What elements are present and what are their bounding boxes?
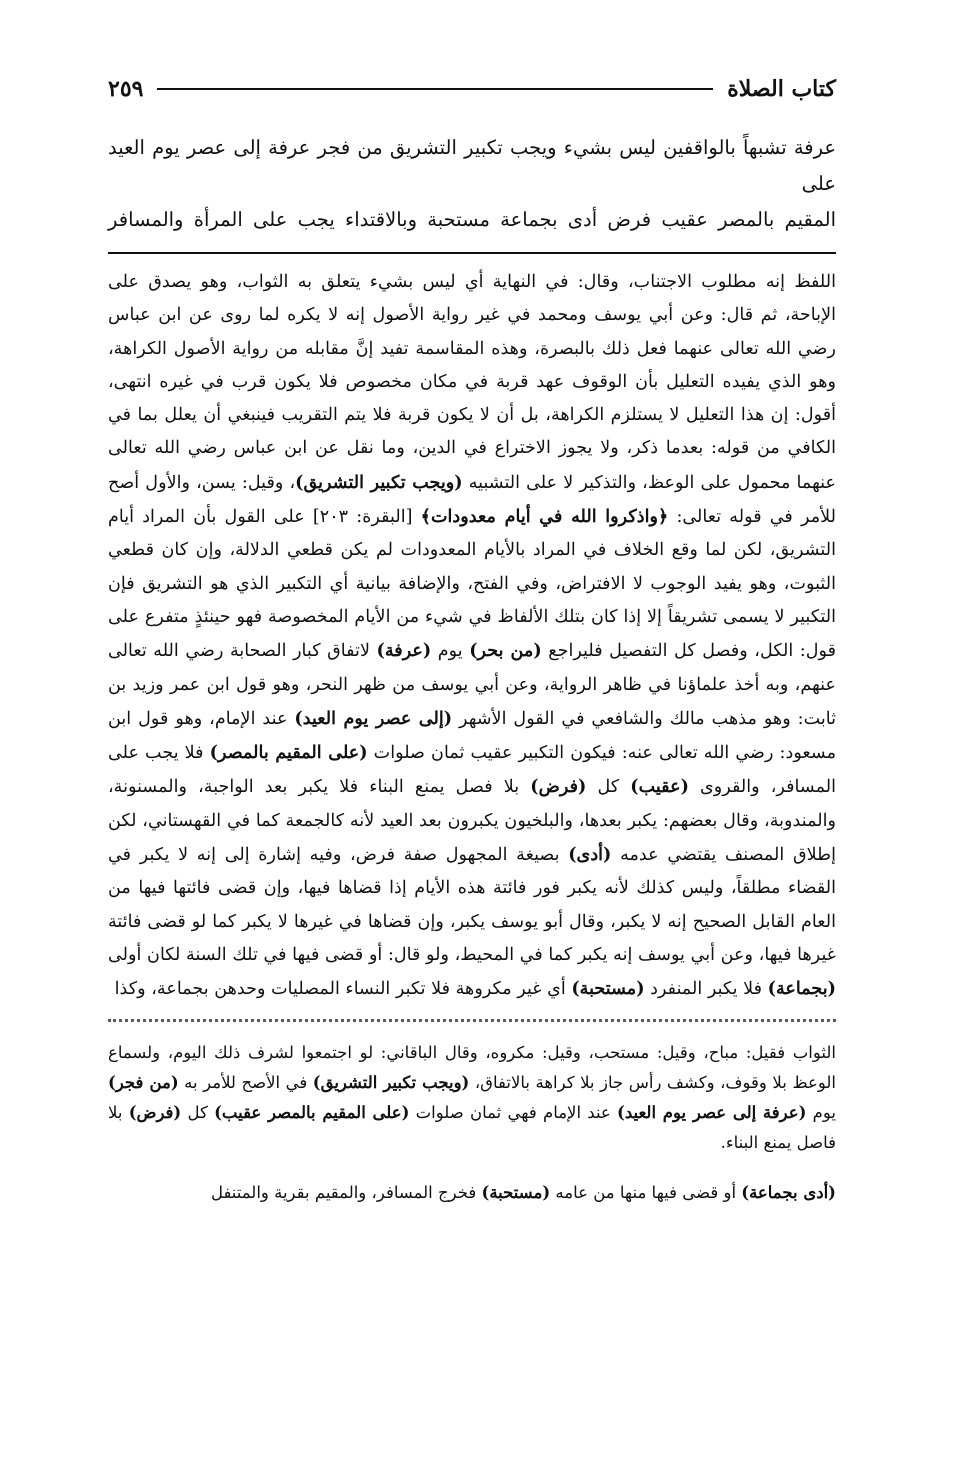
book-page xyxy=(108,72,836,1442)
footnote-text: يوم xyxy=(806,1102,837,1122)
bold-quote: (ويجب تكبير التشريق) xyxy=(312,1072,470,1092)
bold-quote: (من بحر) xyxy=(469,640,542,662)
commentary-text: عند الإمام، وهو قول ابن مسعود: رضي الله تعالى عنه: فيكون التكبير عقيب ثمان صلوات xyxy=(108,708,837,764)
footnote xyxy=(108,1038,836,1158)
footnote-text: في الأصح للأمر به xyxy=(178,1072,313,1092)
commentary-text: فلا يكبر المنفرد xyxy=(644,979,768,1000)
bold-quote: (ويجب تكبير التشريق) xyxy=(295,471,463,493)
bold-quote: (عقيب) xyxy=(630,776,689,798)
bold-quote: (فرض) xyxy=(128,1102,182,1122)
main-text xyxy=(108,130,836,238)
commentary-text: لاتفاق كبار الصحابة رضي الله تعالى عنهم، وبه أخذ علماؤنا في ظاهر الرواية، وعن أبي يوسف من ظهر النحر، وهو قول ابن عمر وزيد بن ثابت: وهو مذهب مالك والشافعي في القول الأشهر xyxy=(108,641,836,729)
footnote-text: بلا فاصل يمنع البناء. xyxy=(108,1102,836,1152)
commentary-paragraph xyxy=(108,266,836,1007)
footnote-text: كل xyxy=(181,1102,215,1122)
bold-quote: (على المقيم بالمصر) xyxy=(209,742,368,764)
commentary-text: كل xyxy=(586,777,631,798)
commentary xyxy=(108,266,836,1007)
commentary-text: فلا يجب على المسافر، والقروى xyxy=(108,743,837,798)
bold-quote: (عرفة إلى عصر يوم العيد) xyxy=(617,1102,807,1122)
commentary-text: ، وقيل: يسن، والأول أصح للأمر في قوله تعالى: xyxy=(108,472,836,528)
bold-quote: ﴿واذكروا الله في أيام معدودات﴾ xyxy=(420,506,669,528)
commentary-text: أي غير مكروهة فلا تكبر النساء المصليات وحدهن بجماعة، وكذا xyxy=(114,979,572,1000)
bold-quote: (من فجر) xyxy=(108,1072,179,1092)
dotted-separator xyxy=(108,1019,836,1030)
bold-quote: (أدى) xyxy=(568,844,612,866)
header-rule xyxy=(157,88,713,90)
bold-quote: (مستحبة) xyxy=(481,1182,551,1202)
commentary-text: بصيغة المجهول صفة فرض، وفيه إشارة إلى إنه لا يكبر في القضاء مطلقاً، وليس كذلك لأنه يكبر فور فائتة هذه الأيام إذا قضاها فيها، وإن قضى فائتها فيها من العام القابل الصحيح إنه لا يكبر، وقال أبو يوسف يكبر، وإن قضاها في غيرها لا يكبر كما لو قضى فائتة غيرها فيها، وعن أبي يوسف إنه يكبر كما في المحيط، ولو قال: أو قضى فيها في تلك السنة لكان أولى xyxy=(108,845,836,965)
bottom-text-part: فخرج المسافر، والمقيم بقرية والمتنفل xyxy=(210,1182,482,1202)
footnote-paragraph xyxy=(108,1038,836,1158)
commentary-text: يوم xyxy=(431,641,470,662)
bold-quote: (مستحبة) xyxy=(571,978,645,1000)
spacer xyxy=(108,1158,836,1178)
main-text-line: المقيم بالمصر عقيب فرض أدى بجماعة مستحبة وبالاقتداء يجب على المرأة والمسافر xyxy=(108,208,836,231)
chapter-title: كتاب الصلاة xyxy=(727,76,836,102)
bold-quote: (إلى عصر يوم العيد) xyxy=(294,707,453,729)
bottom-text-part: أو قضى فيها منها من عامه xyxy=(550,1182,742,1202)
main-text-divider xyxy=(108,252,836,254)
page-header xyxy=(108,72,836,106)
bold-quote: (فرض) xyxy=(530,776,587,798)
footnote-text: الثواب فقيل: مباح، وقيل: مستحب، وقيل: مكروه، وقال الباقاني: لو اجتمعوا لشرف ذلك اليوم، ولسماع الوعظ بلا وقوف، وكشف رأس جاز بلا كراهة بالاتفاق، xyxy=(108,1042,836,1092)
commentary-text: بلا فصل يمنع البناء فلا يكبر بعد الواجبة، والمسنونة، والمندوبة، وقال بعضهم: يكبر بعدها، والبلخيون يكبرون بعد العيد لأنه كالجمعة كما في القهستاني، لكن إطلاق المصنف يقتضي عدمه xyxy=(108,777,836,866)
bold-quote: (على المقيم بالمصر عقيب) xyxy=(214,1102,410,1122)
bottom-text xyxy=(108,1178,836,1208)
bold-quote: (عرفة) xyxy=(376,640,432,662)
bold-quote: (بجماعة) xyxy=(767,978,836,1000)
main-text-line: عرفة تشبهاً بالواقفين ليس بشيء ويجب تكبير التشريق من فجر عرفة إلى عصر يوم العيد على xyxy=(108,136,836,195)
commentary-text: اللفظ إنه مطلوب الاجتناب، وقال: في النهاية أي ليس بشيء يتعلق به الثواب، وهو يصدق على الإباحة، ثم قال: وعن أبي يوسف ومحمد في غير رواية الأصول إنه لا يكره لما روى عن ابن عباس رضي الله تعالى عنهما فعل ذلك بالبصرة، وهذه المقاسمة تفيد إنَّ مقابله من رواية الأصول الكراهة، وهو الذي يفيده التعليل بأن الوقوف عهد قربة في مكان مخصوص فلا يكون قرب في غيره انتهى، أقول: إن هذا التعليل لا يستلزم الكراهة، بل أن لا يكون قربة فلا يتم التقريب فينبغي أن يعلل بما في الكافي من قوله: بعدما ذكر، ولا يجوز الاختراع في الدين، وما نقل عن ابن عباس رضي الله تعالى عنهما محمول على الوعظ، والتذكير لا على التشبيه xyxy=(108,272,836,493)
bold-quote: (أدى بجماعة) xyxy=(741,1182,836,1202)
page-number: ٢٥٩ xyxy=(108,76,144,102)
footnote-text: عند الإمام فهي ثمان صلوات xyxy=(409,1102,618,1122)
commentary-text: [البقرة: ٢٠٣] على القول بأن المراد أيام التشريق، لكن لما وقع الخلاف في المراد بالأيام المعدودات لم يكن قطعي الدلالة، وإن كان قطعي الثبوت، وهو يفيد الوجوب لا الافتراض، وفي الفتح، والإضافة بيانية أي التكبير الذي هو التشريق فإن التكبير لا يسمى تشريقاً إلا إذا كان بتلك الألفاظ في شيء من الأيام المخصوصة فهو حينئذٍ متفرع على قول: الكل، وفصل كل التفصيل فليراجع xyxy=(108,507,836,662)
